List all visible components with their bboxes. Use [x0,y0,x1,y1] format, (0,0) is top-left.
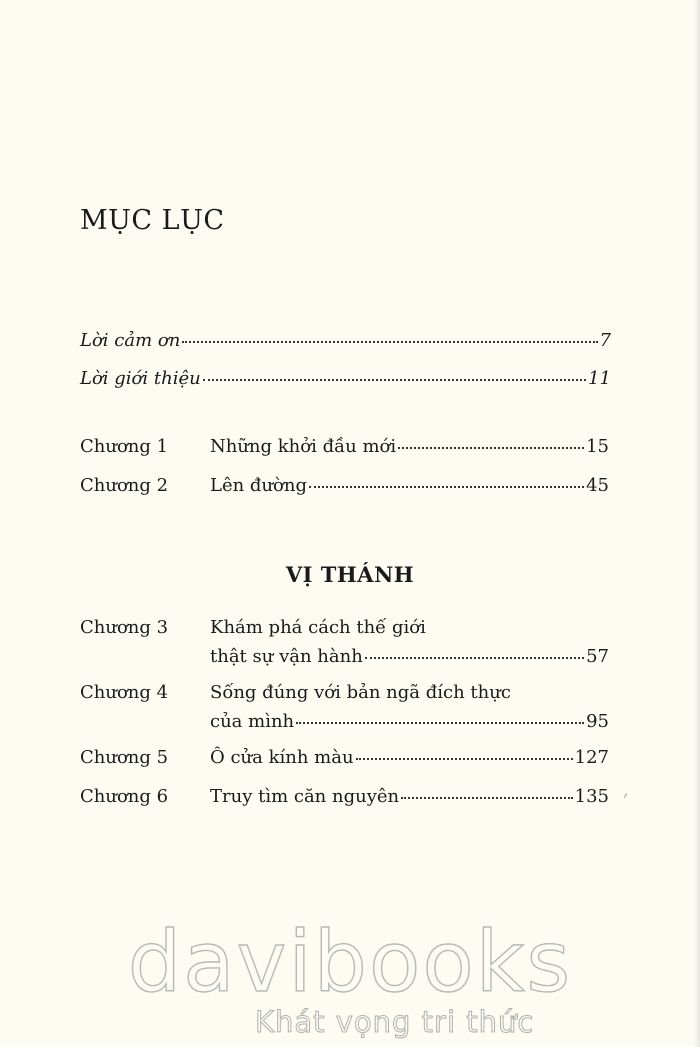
section-title: VỊ THÁNH [285,562,415,587]
dot-leader [401,797,573,799]
chapter-number: Chương 4 [80,682,169,703]
toc-entry-page: 127 [574,747,609,768]
watermark-tagline: Khát vọng tri thức [255,1005,535,1039]
dot-leader [356,758,573,760]
watermark-brand: davibooks [127,913,573,1011]
toc-entry-page: 45 [586,475,609,496]
dot-leader [182,341,597,343]
chapter-number: Chương 1 [80,436,169,457]
toc-entry-chapter-5 [210,747,609,768]
toc-entry-label: Truy tìm căn nguyên [210,786,400,807]
chapter-number: Chương 5 [80,747,169,768]
toc-title: MỤC LỤC [80,205,225,236]
chapter-title-line1: Sống đúng với bản ngã đích thực [210,682,511,703]
toc-entry-label: thật sự vận hành [210,646,363,667]
dot-leader [309,486,584,488]
toc-entry-page: 95 [586,711,609,732]
toc-entry-label: Lời giới thiệu [80,368,201,389]
chapter-title-line1: Khám phá cách thế giới [210,617,426,638]
toc-entry-label: của mình [210,711,295,732]
chapter-number: Chương 3 [80,617,169,638]
dot-leader [203,379,586,381]
toc-entry-chapter-4 [210,711,609,732]
chapter-number: Chương 6 [80,786,169,807]
toc-entry-chapter-1 [210,436,609,457]
toc-entry-chapter-3 [210,646,609,667]
toc-entry-label: Những khởi đầu mới [210,436,397,457]
toc-entry-page: 135 [574,786,609,807]
dot-leader [296,722,584,724]
toc-entry-label: Lên đường [210,475,307,496]
toc-entry-page: 7 [599,330,611,351]
dot-leader [365,657,584,659]
toc-entry-chapter-2 [210,475,609,496]
toc-entry-introduction [80,368,611,389]
page-edge-shadow [694,0,700,1047]
toc-entry-page: 11 [588,368,611,389]
toc-entry-label: Ô cửa kính màu [210,747,354,768]
toc-entry-chapter-6 [210,786,609,807]
toc-entry-page: 57 [586,646,609,667]
toc-entry-label: Lời cảm ơn [80,330,181,351]
chapter-number: Chương 2 [80,475,169,496]
toc-entry-acknowledgements [80,330,611,351]
dot-leader [398,447,584,449]
toc-entry-page: 15 [586,436,609,457]
print-speck [624,793,627,798]
